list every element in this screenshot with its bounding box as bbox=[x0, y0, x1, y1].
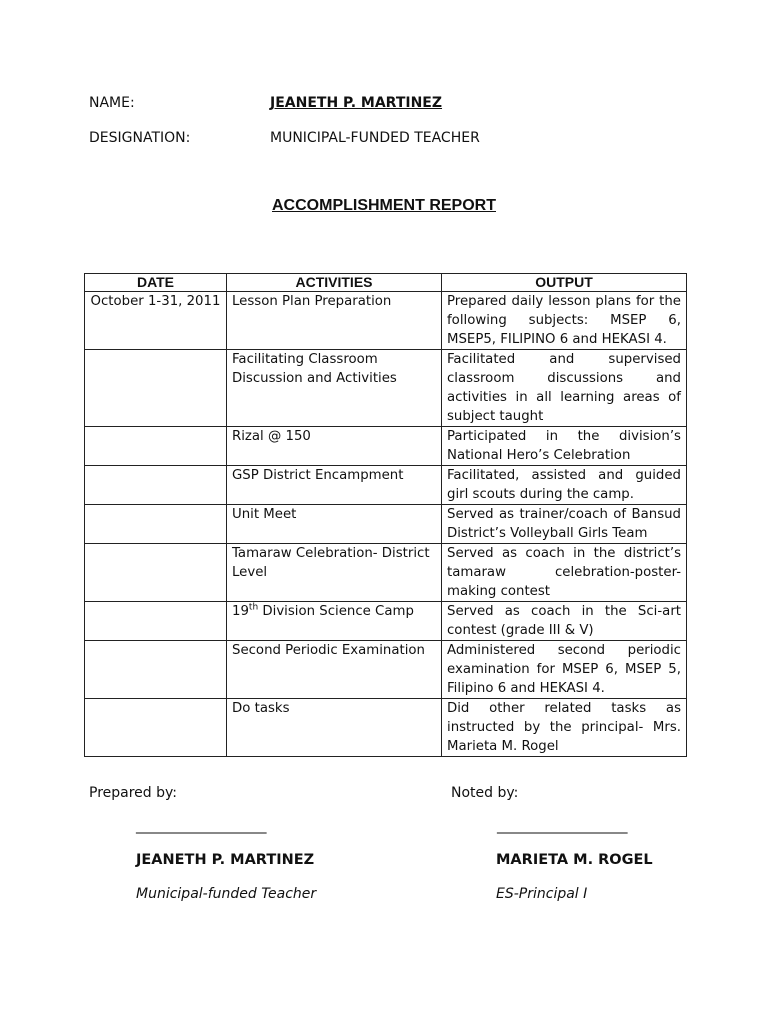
report-title: ACCOMPLISHMENT REPORT bbox=[272, 197, 496, 214]
table-row bbox=[85, 602, 687, 641]
activity-ordinal-suffix: th bbox=[248, 602, 259, 613]
preparer-title: Municipal-funded Teacher bbox=[136, 886, 317, 902]
accomplishment-table bbox=[84, 273, 687, 757]
name-label: NAME: bbox=[89, 95, 135, 111]
activity-cell: Do tasks bbox=[227, 699, 442, 757]
activity-cell: Rizal @ 150 bbox=[227, 427, 442, 466]
activity-cell: GSP District Encampment bbox=[227, 466, 442, 505]
date-cell bbox=[85, 699, 227, 757]
preparer-name: JEANETH P. MARTINEZ bbox=[136, 852, 315, 868]
designation-value: MUNICIPAL-FUNDED TEACHER bbox=[270, 130, 480, 146]
column-header-activities: ACTIVITIES bbox=[227, 274, 442, 292]
noted-signature-line: ____________________ bbox=[497, 818, 627, 834]
noter-name: MARIETA M. ROGEL bbox=[496, 852, 653, 868]
output-cell: Served as coach in the Sci-art contest (grade III & V) bbox=[442, 602, 687, 641]
activity-cell: Facilitating Classroom Discussion and Activities bbox=[227, 350, 442, 427]
date-cell bbox=[85, 641, 227, 699]
activity-cell: Tamaraw Celebration- District Level bbox=[227, 544, 442, 602]
prepared-signature-line: ____________________ bbox=[136, 818, 266, 834]
date-cell bbox=[85, 602, 227, 641]
date-cell bbox=[85, 427, 227, 466]
name-value: JEANETH P. MARTINEZ bbox=[270, 95, 443, 111]
table-row bbox=[85, 505, 687, 544]
activity-cell: Lesson Plan Preparation bbox=[227, 292, 442, 350]
output-cell: Served as coach in the district’s tamaraw celebration-poster-making contest bbox=[442, 544, 687, 602]
noted-by-label: Noted by: bbox=[451, 785, 519, 801]
table-row bbox=[85, 641, 687, 699]
activity-cell: Second Periodic Examination bbox=[227, 641, 442, 699]
date-cell: October 1-31, 2011 bbox=[85, 292, 227, 350]
table-row bbox=[85, 350, 687, 427]
table-header-row bbox=[85, 274, 687, 292]
column-header-output: OUTPUT bbox=[442, 274, 687, 292]
activity-text: Division Science Camp bbox=[258, 604, 414, 619]
output-cell: Prepared daily lesson plans for the following subjects: MSEP 6, MSEP5, FILIPINO 6 and HEKASI 4. bbox=[442, 292, 687, 350]
output-cell: Administered second periodic examination for MSEP 6, MSEP 5, Filipino 6 and HEKASI 4. bbox=[442, 641, 687, 699]
output-cell: Served as trainer/coach of Bansud District’s Volleyball Girls Team bbox=[442, 505, 687, 544]
column-header-date: DATE bbox=[85, 274, 227, 292]
activity-cell: Unit Meet bbox=[227, 505, 442, 544]
date-cell bbox=[85, 505, 227, 544]
date-cell bbox=[85, 466, 227, 505]
table-row bbox=[85, 544, 687, 602]
prepared-by-label: Prepared by: bbox=[89, 785, 177, 801]
activity-cell bbox=[227, 602, 442, 641]
output-cell: Did other related tasks as instructed by the principal- Mrs. Marieta M. Rogel bbox=[442, 699, 687, 757]
table-row bbox=[85, 427, 687, 466]
table-row bbox=[85, 292, 687, 350]
date-cell bbox=[85, 350, 227, 427]
table-row bbox=[85, 466, 687, 505]
date-cell bbox=[85, 544, 227, 602]
output-cell: Participated in the division’s National Hero’s Celebration bbox=[442, 427, 687, 466]
designation-label: DESIGNATION: bbox=[89, 130, 191, 146]
table-row bbox=[85, 699, 687, 757]
noter-title: ES-Principal I bbox=[496, 886, 588, 902]
output-cell: Facilitated and supervised classroom discussions and activities in all learning areas of subject taught bbox=[442, 350, 687, 427]
activity-ordinal-number: 19 bbox=[232, 604, 249, 619]
output-cell: Facilitated, assisted and guided girl scouts during the camp. bbox=[442, 466, 687, 505]
